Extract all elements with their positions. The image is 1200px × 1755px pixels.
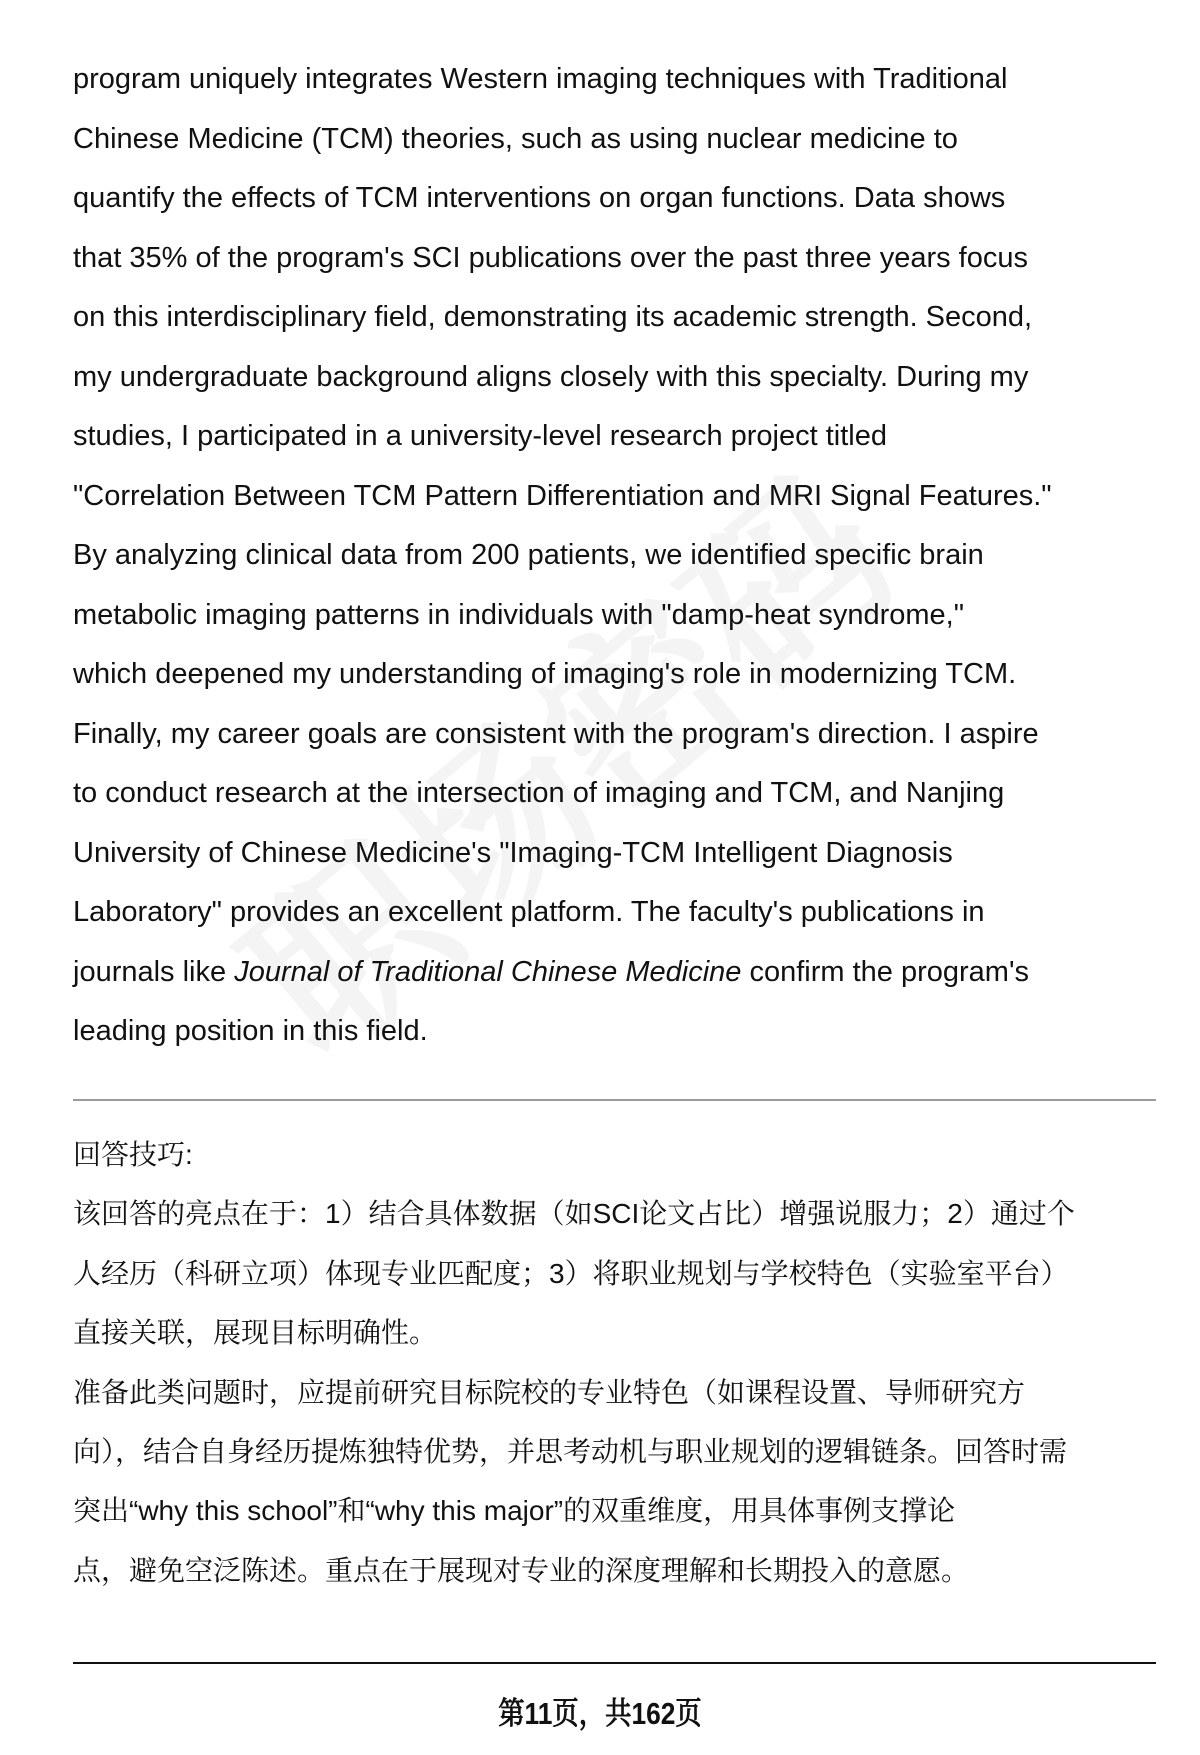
body-line: University of Chinese Medicine's "Imaging-TCM Intelligent Diagnosis <box>73 836 953 869</box>
tips-line: 突出“why this school”和“why this major”的双重维度，用具体事例支撑论 <box>73 1495 956 1527</box>
tips-line: 准备此类问题时，应提前研究目标院校的专业特色（如课程设置、导师研究方 <box>73 1376 1026 1408</box>
body-line: on this interdisciplinary field, demonstrating its academic strength. Second, <box>73 301 1033 333</box>
tips-line: 点，避免空泛陈述。重点在于展现对专业的深度理解和长期投入的意愿。 <box>73 1554 970 1586</box>
body-line: that 35% of the program's SCI publications over the past three years focus <box>73 241 1028 274</box>
body-line: quantify the effects of TCM interventions on organ functions. Data shows <box>73 182 1006 214</box>
tips-line: 向），结合自身经历提炼独特优势，并思考动机与职业规划的逻辑链条。回答时需 <box>73 1435 1068 1467</box>
body-line: Finally, my career goals are consistent with the program's direction. I aspire <box>73 717 1039 750</box>
body-line: to conduct research at the intersection of imaging and TCM, and Nanjing <box>73 777 1005 809</box>
answer-body <box>73 50 1153 1062</box>
body-line: metabolic imaging patterns in individuals with "damp-heat syndrome," <box>73 598 965 631</box>
body-line: my undergraduate background aligns closely with this specialty. During my <box>73 360 1029 393</box>
body-line <box>73 943 1153 1003</box>
section-divider <box>73 1099 1156 1101</box>
tips-line: 人经历（科研立项）体现专业匹配度；3）将职业规划与学校特色（实验室平台） <box>73 1257 1069 1289</box>
answer-tips <box>73 1125 1153 1600</box>
text-segment: journals like <box>73 955 235 988</box>
journal-title: Journal of Traditional Chinese Medicine <box>234 955 742 988</box>
tips-heading: 回答技巧: <box>73 1139 193 1170</box>
footer-divider <box>73 1662 1156 1664</box>
body-line: leading position in this field. <box>73 1015 428 1047</box>
body-line: "Correlation Between TCM Pattern Differentiation and MRI Signal Features." <box>73 479 1052 512</box>
body-line: Laboratory" provides an excellent platform. The faculty's publications in <box>73 896 985 928</box>
tips-line: 该回答的亮点在于：1）结合具体数据（如SCI论文占比）增强说服力；2）通过个 <box>73 1198 1075 1230</box>
page-number: 第11页，共162页 <box>498 1696 702 1731</box>
body-line: Chinese Medicine (TCM) theories, such as using nuclear medicine to <box>73 122 958 155</box>
body-line: which deepened my understanding of imaging's role in modernizing TCM. <box>73 658 1017 690</box>
text-segment: confirm the program's <box>741 955 1030 988</box>
body-line: studies, I participated in a university-level research project titled <box>73 420 887 452</box>
body-line: By analyzing clinical data from 200 patients, we identified specific brain <box>73 539 984 571</box>
body-line: program uniquely integrates Western imaging techniques with Traditional <box>73 63 1008 95</box>
tips-line: 直接关联，展现目标明确性。 <box>73 1317 438 1349</box>
